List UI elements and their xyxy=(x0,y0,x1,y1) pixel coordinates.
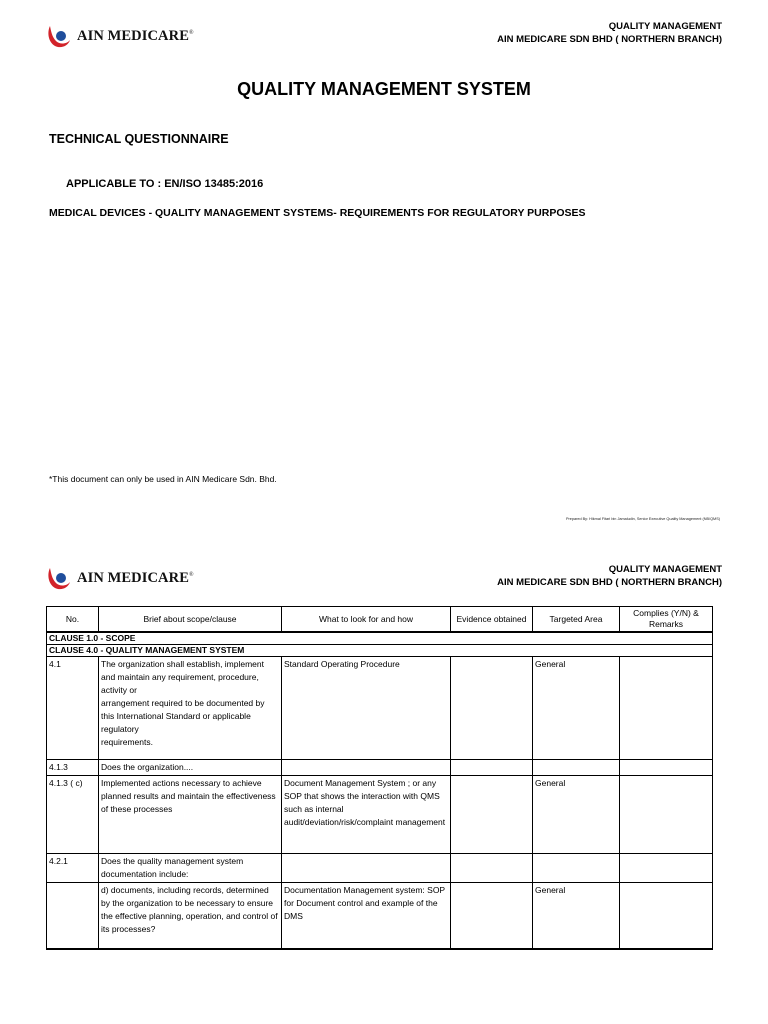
cell-area xyxy=(533,854,620,883)
logo-text: AIN MEDICARE® xyxy=(77,27,194,44)
scope-description: MEDICAL DEVICES - QUALITY MANAGEMENT SYSTEMS- REQUIREMENTS FOR REGULATORY PURPOSES xyxy=(49,207,586,219)
clause-row xyxy=(47,632,713,645)
ain-medicare-logo-icon xyxy=(46,564,74,592)
cell-complies xyxy=(620,854,713,883)
cell-area: General xyxy=(533,657,620,760)
company-logo xyxy=(46,564,194,592)
cell-look xyxy=(282,760,451,776)
header-evidence: Evidence obtained xyxy=(451,607,533,633)
cell-brief: Does the quality management system documentation include: xyxy=(99,854,282,883)
clause-row xyxy=(47,645,713,657)
cell-look: Documentation Management system: SOP for Document control and example of the DMS xyxy=(282,883,451,949)
cell-evidence xyxy=(451,760,533,776)
subtitle: TECHNICAL QUESTIONNAIRE xyxy=(49,132,229,146)
cell-look: Standard Operating Procedure xyxy=(282,657,451,760)
header-line-2: AIN MEDICARE SDN BHD ( NORTHERN BRANCH) xyxy=(497,34,722,45)
cell-complies xyxy=(620,657,713,760)
cell-brief: Implemented actions necessary to achieve planned results and maintain the effectiveness of these processes xyxy=(99,776,282,854)
cell-no: 4.1.3 xyxy=(47,760,99,776)
table-row xyxy=(47,776,713,854)
cell-area: General xyxy=(533,776,620,854)
cell-area: General xyxy=(533,883,620,949)
cell-brief: The organization shall establish, implement and maintain any requirement, procedure, activity or arrangement required to be documented by this International Standard or applicable regulatory requirements. xyxy=(99,657,282,760)
table-row xyxy=(47,883,713,949)
company-logo xyxy=(46,22,194,50)
questionnaire-table xyxy=(46,606,713,950)
logo-text: AIN MEDICARE® xyxy=(77,569,194,586)
cell-no xyxy=(47,883,99,949)
header-line-2: AIN MEDICARE SDN BHD ( NORTHERN BRANCH) xyxy=(497,577,722,588)
cell-brief: d) documents, including records, determined by the organization to be necessary to ensure the effective planning, operation, and control of its processes? xyxy=(99,883,282,949)
header-look: What to look for and how xyxy=(282,607,451,633)
cell-evidence xyxy=(451,854,533,883)
header-area: Targeted Area xyxy=(533,607,620,633)
cell-area xyxy=(533,760,620,776)
usage-footnote: *This document can only be used in AIN Medicare Sdn. Bhd. xyxy=(49,474,277,484)
cell-brief: Does the organization.... xyxy=(99,760,282,776)
header-no: No. xyxy=(47,607,99,633)
cell-complies xyxy=(620,776,713,854)
header-right xyxy=(497,563,722,589)
table-row xyxy=(47,854,713,883)
header-brief: Brief about scope/clause xyxy=(99,607,282,633)
table-header-row xyxy=(47,607,713,633)
clause-label: CLAUSE 4.0 - QUALITY MANAGEMENT SYSTEM xyxy=(47,645,713,657)
cell-evidence xyxy=(451,776,533,854)
header-complies: Complies (Y/N) & Remarks xyxy=(620,607,713,633)
cell-complies xyxy=(620,760,713,776)
header-right xyxy=(497,20,722,46)
cell-evidence xyxy=(451,657,533,760)
ain-medicare-logo-icon xyxy=(46,22,74,50)
table-row xyxy=(47,657,713,760)
header-line-1: QUALITY MANAGEMENT xyxy=(608,564,722,575)
cell-evidence xyxy=(451,883,533,949)
prepared-by: Prepared By: Hikmal Fitari bin Jamaludin, Senior Executive Quality Management (NB/QMS) xyxy=(565,517,720,521)
page-title: QUALITY MANAGEMENT SYSTEM xyxy=(237,79,531,99)
cell-no: 4.1.3 ( c) xyxy=(47,776,99,854)
cell-look xyxy=(282,854,451,883)
questionnaire-page xyxy=(0,540,768,1024)
applicable-standard: APPLICABLE TO : EN/ISO 13485:2016 xyxy=(66,178,264,190)
cell-no: 4.1 xyxy=(47,657,99,760)
header-line-1: QUALITY MANAGEMENT xyxy=(608,21,722,32)
cell-complies xyxy=(620,883,713,949)
cell-look: Document Management System ; or any SOP that shows the interaction with QMS such as internal audit/deviation/risk/complaint management xyxy=(282,776,451,854)
table-row xyxy=(47,760,713,776)
clause-label: CLAUSE 1.0 - SCOPE xyxy=(47,632,713,645)
cell-no: 4.2.1 xyxy=(47,854,99,883)
